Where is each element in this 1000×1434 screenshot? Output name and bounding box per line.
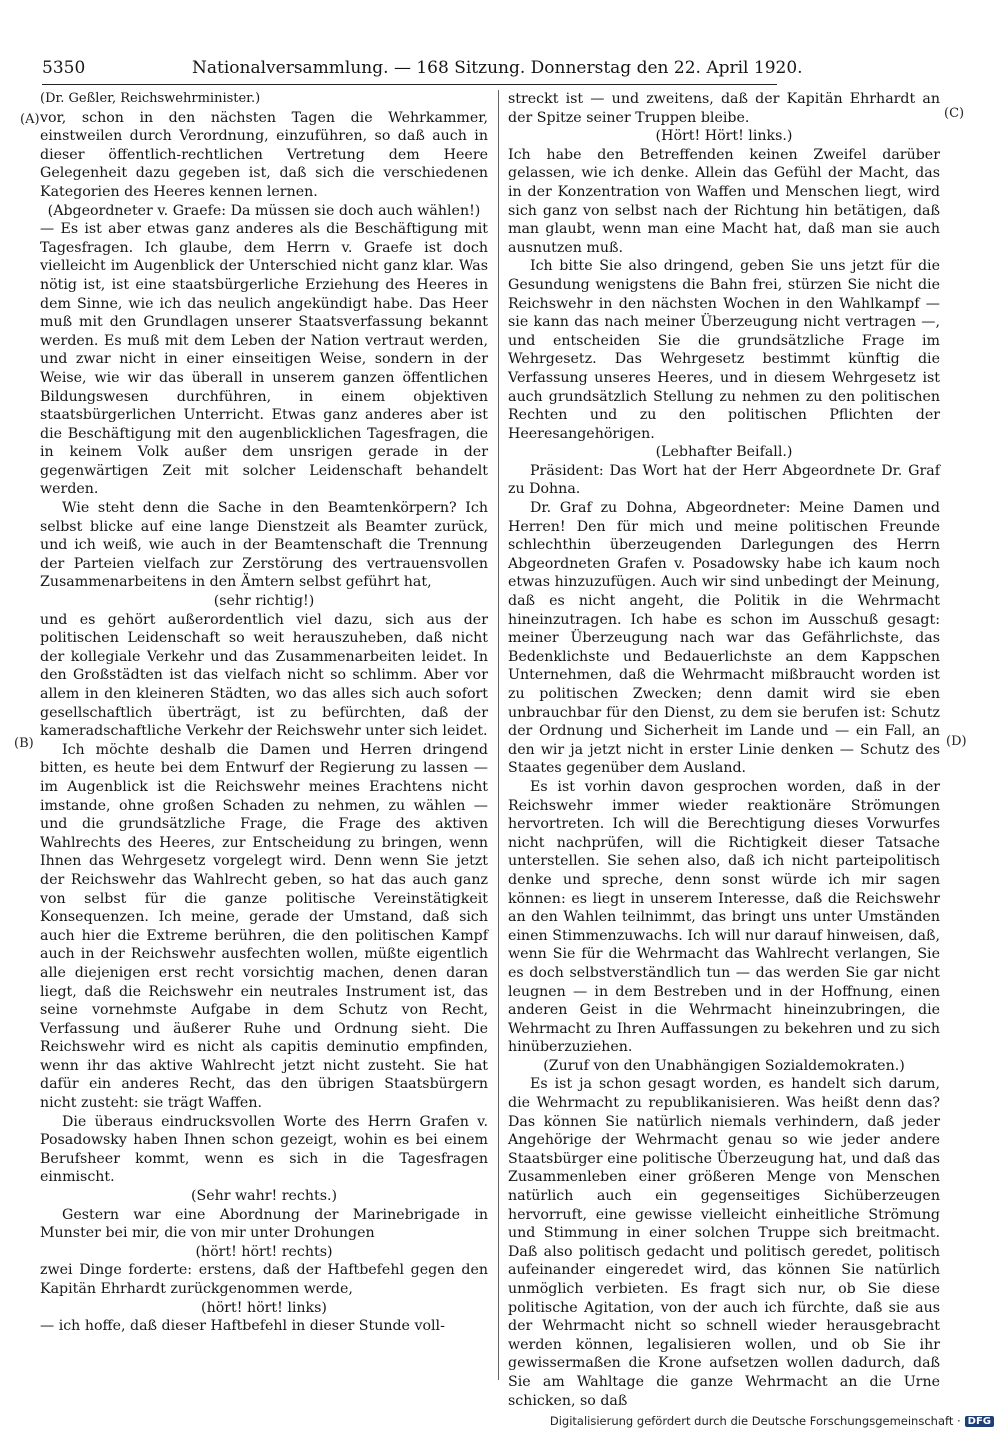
paragraph: Wie steht denn die Sache in den Beamtenkörpern? Ich selbst blicke auf eine lange Dienstzeit als Beamter zurück, und ich weiß, wie auch in der Beamtenschaft die Trennung der Parteien vielfach zur Zerstörung des vertrauensvollen Zusammenarbeitens in den Ämtern selbst geführt hat,	[40, 500, 488, 591]
footer	[550, 1414, 994, 1428]
left-column	[40, 90, 488, 1336]
page-number: 5350	[42, 58, 86, 78]
margin-marker-a: (A)	[20, 112, 40, 127]
right-column	[508, 90, 940, 1410]
president-statement: Präsident: Das Wort hat der Herr Abgeordnete Dr. Graf zu Dohna.	[508, 462, 940, 498]
speaker-note: (Dr. Geßler, Reichswehrminister.)	[40, 91, 261, 106]
paragraph: zwei Dinge forderte: erstens, daß der Haftbefehl gegen den Kapitän Ehrhardt zurückgenommen werde,	[40, 1262, 488, 1297]
paragraph: und es gehört außerordentlich viel dazu, sich aus der politischen Leidenschaft so weit herauszuheben, daß nicht der kollegiale Verkehr und das Zusammenarbeiten leidet. In den Großstädten ist das vielfach nicht so schlimm. Aber vor allem in den kleineren Städten, wo das alles sich auch sofort gesellschaftlich überträgt, ist zu befürchten, daß der kameradschaftliche Verkehr der Reichswehr unter sich leidet.	[40, 611, 488, 740]
interjection: (Zuruf von den Unabhängigen Sozialdemokraten.)	[543, 1057, 905, 1074]
interjection: (hört! hört! rechts)	[195, 1243, 333, 1260]
margin-marker-c: (C)	[944, 106, 965, 121]
paragraph: streckt ist — und zweitens, daß der Kapitän Ehrhardt an der Spitze seiner Truppen bleibe.	[508, 91, 940, 126]
paragraph: Die überaus eindrucksvollen Worte des Herrn Grafen v. Posadowsky haben Ihnen schon gezeigt, wohin es bei einem Berufsheer kommt, wenn es sich in die Tagesfragen einmischt.	[40, 1113, 488, 1186]
margin-marker-b: (B)	[14, 736, 34, 751]
paragraph: Es ist ja schon gesagt worden, es handelt sich darum, die Wehrmacht zu republikanisieren. Was heißt denn das? Das können Sie natürlich niemals verhindern, daß jeder Angehörige der Wehrmacht genau so wie jeder andere Staatsbürger eine politische Überzeugung hat, und daß das Zusammenleben einer größeren Menge von Menschen natürlich auch ein gegenseitiges Sichüberzeugen hervorruft, eine gewisse vielleicht einheitliche Strömung und Stimmung in einer solchen Truppe sich breitmacht. Daß also politisch gedacht und politisch geredet, politisch aufeinander eingeredet wird, das können Sie natürlich unmöglich verbieten. Es fragt sich nur, ob Sie diese politische Agitation, von der auch ich fürchte, daß sie aus der Wehrmacht nicht so schnell wieder herausgebracht werden können, legalisieren wollen, und ob Sie ihr gewissermaßen die Krone aufsetzen wollen dadurch, daß Sie am Wahltage die ganze Wehrmacht an die Urne schicken, so daß	[508, 1076, 940, 1409]
interjection: (Lebhafter Beifall.)	[655, 444, 793, 461]
paragraph: Ich habe den Betreffenden keinen Zweifel darüber gelassen, wie ich denke. Allein das Gefühl der Macht, das in der Konzentration von Waffen und Menschen liegt, wird sich ganz von selbst nach der Richtung hin betätigen, daß man glaubt, wenn man eine Macht hat, daß man sie auch ausnutzen muß.	[508, 146, 940, 256]
interjection: (sehr richtig!)	[213, 593, 315, 610]
paragraph: vor, schon in den nächsten Tagen die Wehrkammer, einstweilen durch Verordnung, einzuführen, so daß auch in dieser öffentlich-rechtlichen Vertretung dem Heere Gelegenheit dazu gegeben ist, daß sich die verschiedenen Kategorien des Heeres kennen lernen.	[40, 109, 488, 200]
interjection: (hört! hört! links)	[201, 1299, 327, 1316]
paragraph: — Es ist aber etwas ganz anderes als die Beschäftigung mit Tagesfragen. Ich glaube, dem Herrn v. Graefe ist doch vielleicht im Augenblick der Unterschied nicht ganz klar. Was nötig ist, ist eine staatsbürgerliche Erziehung des Heeres in dem Sinne, wie ich das neulich angekündigt habe. Das Heer muß mit den Grundlagen unserer Staatsverfassung bekannt werden. Es muß mit dem Leben der Nation vertraut werden, und zwar nicht in einer einseitigen Weise, sondern in der Weise, wie wir das überall in unserem ganzen öffentlichen Bildungswesen durchführen, in einem objektiven staatsbürgerlichen Unterricht. Etwas ganz anderes aber ist die Beschäftigung mit den augenblicklichen Tagesfragen, die in keinem Volk außer dem unsrigen gerade in der gegenwärtigen Zeit mit solcher Leidenschaft behandelt werden.	[40, 221, 488, 498]
interjection: (Sehr wahr! rechts.)	[190, 1188, 338, 1205]
interjection: (Abgeordneter v. Graefe: Da müssen sie doch auch wählen!)	[47, 202, 481, 219]
funding-note: Digitalisierung gefördert durch die Deutsche Forschungsgemeinschaft ·	[549, 1414, 961, 1428]
paragraph: Ich bitte Sie also dringend, geben Sie uns jetzt für die Gesundung wenigstens die Bahn frei, stürzen Sie nicht die Reichswehr in den nächsten Wochen in den Wahlkampf — sie kann das nach meiner Überzeugung nicht vertragen —, und entscheiden Sie die grundsätzliche Frage im Wehrgesetz. Das Wehrgesetz bestimmt künftig die Verfassung unseres Heeres, und in diesem Wehrgesetz ist auch grundsätzlich Stellung zu nehmen zu den politischen Rechten und zu den politischen Pflichten der Heeresangehörigen.	[508, 258, 940, 442]
paragraph: — ich hoffe, daß dieser Haftbefehl in dieser Stunde voll-	[40, 1318, 445, 1335]
margin-marker-d: (D)	[946, 734, 967, 749]
column-divider	[498, 90, 499, 1380]
running-title: Nationalversammlung. — 168 Sitzung. Donnerstag den 22. April 1920.	[192, 58, 803, 78]
page-header	[42, 58, 803, 85]
paragraph: Gestern war eine Abordnung der Marinebrigade in Munster bei mir, die von mir unter Drohungen	[40, 1206, 488, 1242]
interjection: (Hört! Hört! links.)	[655, 128, 793, 145]
dfg-logo: DFG	[965, 1416, 994, 1427]
paragraph: Dr. Graf zu Dohna, Abgeordneter: Meine Damen und Herren! Den für mich und meine politischen Freunde schlechthin überzeugenden Darlegungen des Herrn Abgeordneten Grafen v. Posadowsky habe ich kaum noch etwas hinzuzufügen. Auch wir sind unbedingt der Meinung, daß es nicht angeht, die Politik in die Wehrmacht hineinzutragen. Ich habe es schon im Ausschuß gesagt: meiner Überzeugung nach war das Gefährlichste, das Bedenklichste und Bedauerlichste an dem Kappschen Unternehmen, daß die Wehrmacht mißbraucht worden ist zu politischen Zwecken; denn damit wird sie eben unbrauchbar für den Dienst, zu dem sie berufen ist: Schutz der Ordnung und Sicherheit im Lande und — ein Fall, an den wir ja jetzt nicht in erster Linie denken — Schutz des Staates gegenüber dem Ausland.	[508, 500, 940, 777]
paragraph: Es ist vorhin davon gesprochen worden, daß in der Reichswehr immer wieder reaktionäre Strömungen hervortreten. Ich will die Berechtigung dieses Vorwurfes nicht nachprüfen, will die Richtigkeit dieser Tatsache unterstellen. Sie sehen also, daß ich nicht parteipolitisch denke und spreche, denn sonst würde ich mir sagen können: es liegt in unserem Interesse, daß die Reichswehr an den Wahlen teilnimmt, das bringt uns unter Umständen einen Stimmenzuwachs. Ich will nur darauf hinweisen, daß, wenn Sie für die Wehrmacht das Wahlrecht verlangen, Sie es doch selbstverständlich tun — das werden Sie gar nicht leugnen — in dem Bestreben und in der Hoffnung, einen anderen Geist in die Wehrmacht hineinzubringen, die Wehrmacht zu Ihren Auffassungen zu bekehren und zu sich hinüberzuziehen.	[508, 778, 940, 1056]
paragraph: Ich möchte deshalb die Damen und Herren dringend bitten, es heute bei dem Entwurf der Regierung zu lassen — im Augenblick ist die Reichswehr meines Erachtens nicht imstande, ohne großen Schaden zu nehmen, zu wählen — und die grundsätzliche Frage, die Frage des aktiven Wahlrechts des Heeres, zur Entscheidung zu bringen, wenn Ihnen das Wehrgesetz vorgelegt wird. Denn wenn Sie jetzt der Reichswehr das Wahlrecht geben, so hat das auch ganz von selbst für die ganze politische Vereinstätigkeit Konsequenzen. Ich meine, gerade der Umstand, daß sich auch hier die Extreme berühren, die den politischen Kampf auch in der Reichswehr ausfechten wollen, müßte eigentlich alle diejenigen erst recht vorsichtig machen, denen daran liegt, daß die Reichswehr ein neutrales Instrument ist, das seine vornehmste Aufgabe in dem Schutz von Recht, Verfassung und äußerer Ruhe und Ordnung sieht. Die Reichswehr wird es nicht als capitis deminutio empfinden, wenn ihr das aktive Wahlrecht jetzt nicht zusteht. Sie hat dafür ein anderes Recht, das den übrigen Staatsbürgern nicht zusteht: sie trägt Waffen.	[40, 741, 488, 1112]
